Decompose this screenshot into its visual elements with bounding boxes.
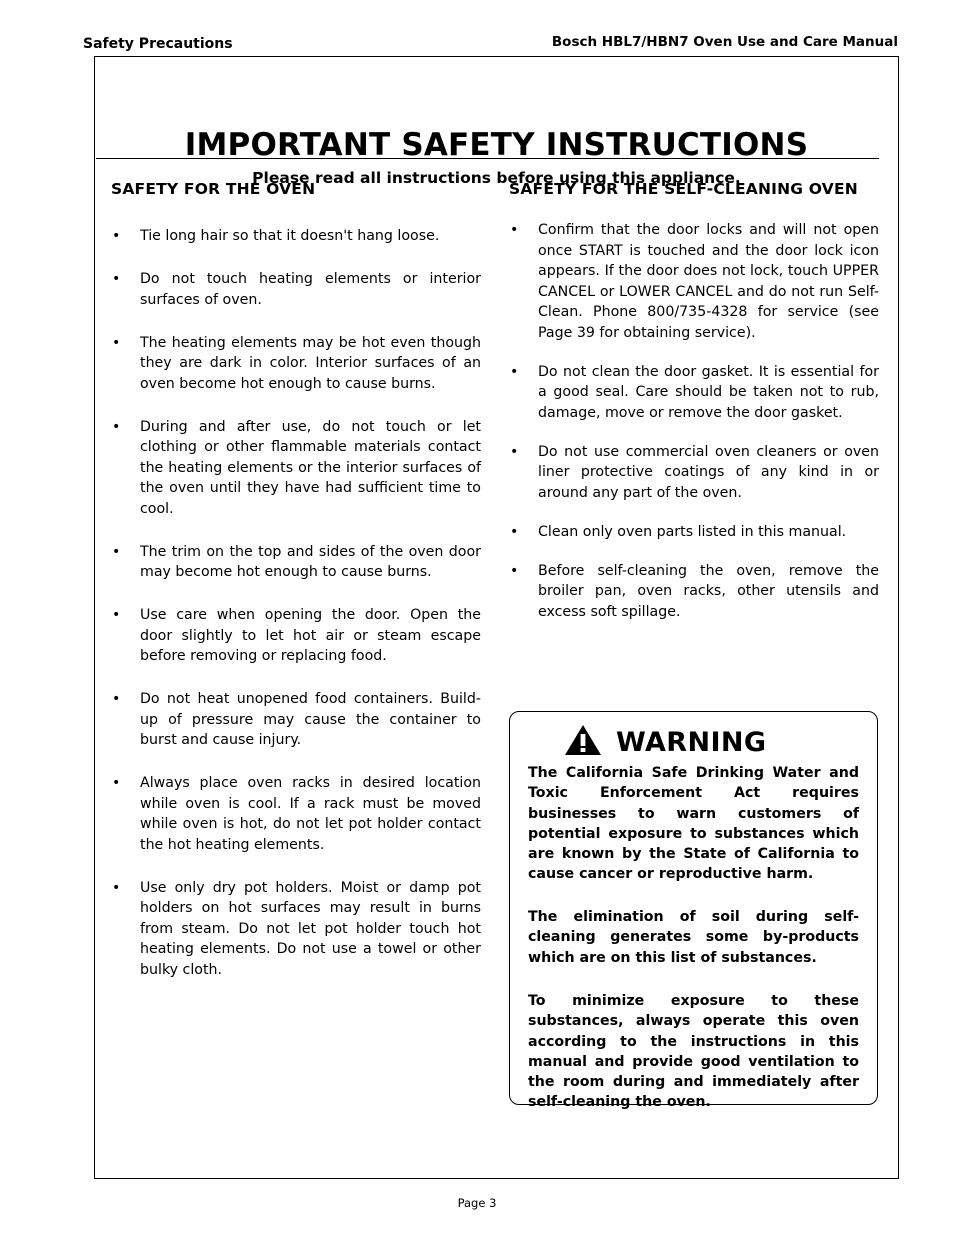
running-header-manual-title: Bosch HBL7/HBN7 Oven Use and Care Manual [551, 34, 898, 50]
list-item [111, 417, 481, 520]
warning-paragraph: The California Safe Drinking Water and Toxic Enforcement Act requires businesses to warn customers of potential exposure to substances which are known by the State of California to cause cancer or reproductive harm. [528, 765, 859, 883]
list-item [111, 542, 481, 583]
list-item [111, 605, 481, 667]
bullet-icon: • [112, 607, 121, 623]
list-item-text: Use care when opening the door. Open the door slightly to let hot air or steam escape before removing or replacing food. [140, 607, 481, 664]
bullet-icon: • [112, 879, 121, 896]
list-item [111, 878, 481, 981]
bullet-icon: • [112, 775, 121, 791]
page-number: Page 3 [457, 1196, 497, 1210]
oven-safety-heading: SAFETY FOR THE OVEN [111, 180, 316, 198]
title-divider [96, 158, 879, 159]
list-item-text: Always place oven racks in desired location while oven is cool. If a rack must be moved while oven is hot, do not let pot holder contact the hot heating elements. [140, 775, 481, 853]
list-item [509, 220, 879, 343]
page-title: IMPORTANT SAFETY INSTRUCTIONS [184, 127, 809, 163]
bullet-icon: • [510, 523, 519, 540]
bullet-icon: • [510, 222, 519, 238]
list-item [111, 689, 481, 751]
bullet-icon: • [510, 562, 519, 579]
running-header-section: Safety Precautions [83, 36, 233, 52]
list-item-text: During and after use, do not touch or let clothing or other flammable materials contact the heating elements or the interior surfaces of the oven until they have had sufficient time to cool. [140, 418, 481, 517]
bullet-icon: • [112, 418, 121, 435]
bullet-icon: • [510, 443, 519, 460]
list-item [111, 269, 481, 310]
warning-triangle-icon [564, 724, 602, 760]
bullet-icon: • [112, 691, 121, 707]
warning-box [509, 711, 878, 1111]
list-item-text: Do not clean the door gasket. It is essential for a good seal. Care should be taken not to rub, damage, move or remove the door gasket. [538, 363, 879, 421]
warning-paragraph: The elimination of soil during self-cleaning generates some by-products which are on this list of substances. [528, 909, 859, 966]
list-item-text: Do not touch heating elements or interior surfaces of oven. [140, 271, 481, 308]
bullet-icon: • [112, 228, 121, 244]
page-subtitle: Please read all instructions before using this appliance. [252, 169, 741, 187]
bullet-icon: • [112, 334, 121, 351]
self-clean-safety-heading: SAFETY FOR THE SELF-CLEANING OVEN [509, 180, 858, 198]
list-item-text: Before self-cleaning the oven, remove the broiler pan, oven racks, other utensils and excess soft spillage. [538, 562, 879, 620]
list-item-text: The heating elements may be hot even though they are dark in color. Interior surfaces of an oven become hot enough to cause burns. [140, 334, 481, 392]
list-item [509, 442, 879, 504]
bullet-icon: • [112, 543, 121, 560]
list-item [111, 773, 481, 855]
list-item [509, 362, 879, 424]
warning-paragraph: To minimize exposure to these substances, always operate this oven according to the instructions in this manual and provide good ventilation to the room during and immediately after self-cleaning the oven. [528, 993, 859, 1111]
list-item [509, 522, 879, 543]
bullet-icon: • [510, 363, 519, 380]
list-item-text: The trim on the top and sides of the oven door may become hot enough to cause burns. [140, 543, 481, 580]
list-item-text: Do not heat unopened food containers. Build-up of pressure may cause the container to burst and cause injury. [140, 691, 481, 748]
list-item [111, 226, 481, 247]
list-item [509, 561, 879, 623]
warning-header [564, 724, 766, 760]
list-item-text: Do not use commercial oven cleaners or oven liner protective coatings of any kind in or around any part of the oven. [538, 443, 879, 501]
bullet-icon: • [112, 271, 121, 287]
list-item-text: Tie long hair so that it doesn't hang loose. [140, 228, 440, 244]
warning-title: WARNING [616, 726, 767, 758]
list-item [111, 333, 481, 395]
list-item-text: Use only dry pot holders. Moist or damp pot holders on hot surfaces may result in burns from steam. Do not let pot holder touch hot heating elements. Do not use a towel or other bulky cloth. [140, 879, 481, 978]
oven-safety-list [111, 226, 481, 1003]
self-clean-safety-list [509, 220, 879, 641]
list-item-text: Clean only oven parts listed in this manual. [538, 523, 847, 540]
list-item-text: Confirm that the door locks and will not open once START is touched and the door lock icon appears. If the door does not lock, touch UPPER CANCEL or LOWER CANCEL and do not run Self-Clean. Phone 800/735-4328 for service (see Page 39 for obtaining service). [538, 222, 879, 341]
